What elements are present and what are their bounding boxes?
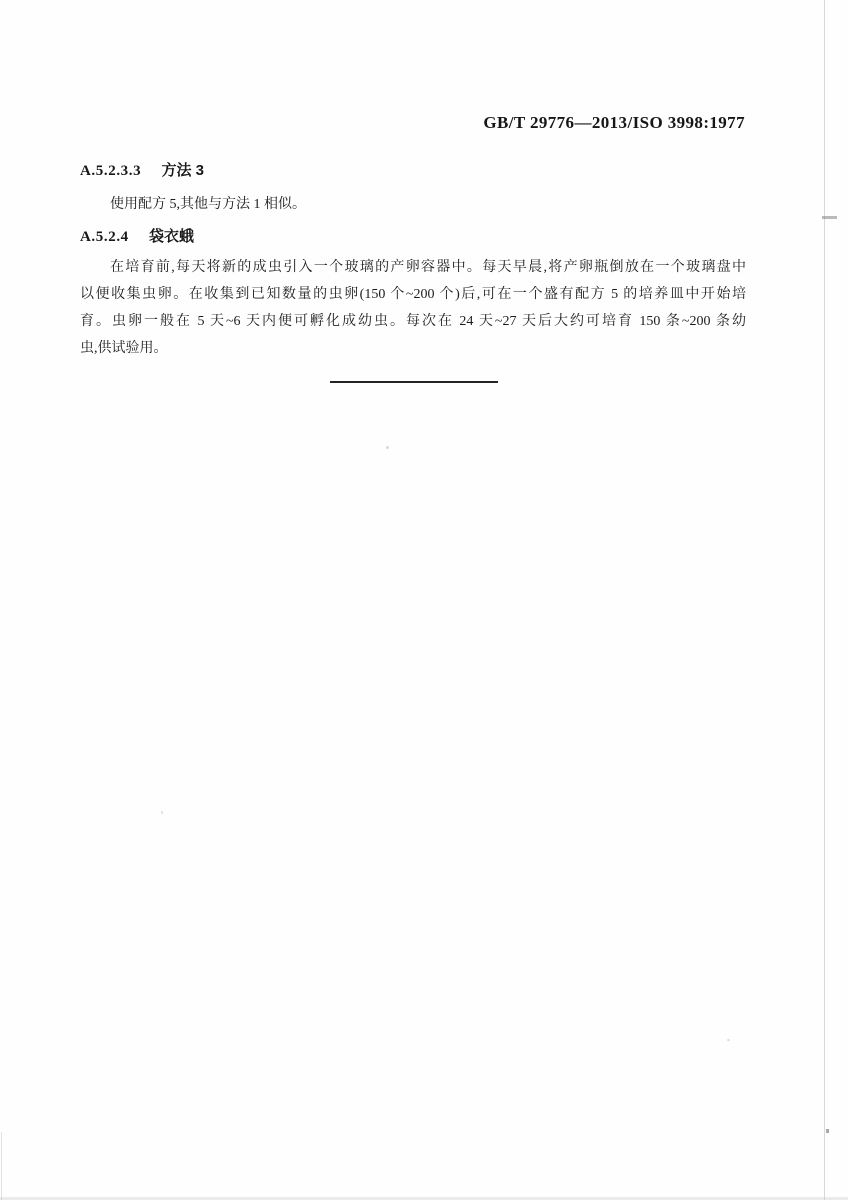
scan-speck [161, 811, 163, 814]
scan-artifact-vertical-line [824, 0, 825, 1200]
clause-number: A.5.2.3.3 [80, 163, 142, 179]
running-header-standard-number: GB/T 29776—2013/ISO 3998:1977 [483, 113, 745, 132]
clause-title: 方法 3 [161, 162, 204, 179]
paragraph-line: 以便收集虫卵。在收集到已知数量的虫卵(150 个~200 个)后,可在一个盛有配方 5 的培养皿中开始培 [80, 287, 746, 302]
clause-heading-a5233 [80, 161, 746, 181]
scan-artifact-dash [822, 216, 837, 219]
scan-artifact-left-edge [1, 1132, 2, 1200]
paragraph-bagworm-moth [80, 254, 746, 362]
scan-artifact-dot [826, 1129, 829, 1133]
clause-title: 袋衣蛾 [149, 228, 195, 245]
end-of-text-rule [330, 381, 498, 383]
paragraph-method3: 使用配方 5,其他与方法 1 相似。 [110, 197, 306, 212]
paragraph-line: 虫,供试验用。 [80, 341, 168, 356]
paragraph-line: 育。虫卵一般在 5 天~6 天内便可孵化成幼虫。每次在 24 天~27 天后大约可培育 150 条~200 条幼 [80, 314, 746, 329]
paragraph-line: 在培育前,每天将新的成虫引入一个玻璃的产卵容器中。每天早晨,将产卵瓶倒放在一个玻璃盘中 [110, 260, 746, 275]
scan-speck [727, 1039, 730, 1041]
scan-speck [386, 446, 389, 449]
clause-number: A.5.2.4 [80, 229, 129, 245]
clause-heading-a524 [80, 227, 746, 247]
